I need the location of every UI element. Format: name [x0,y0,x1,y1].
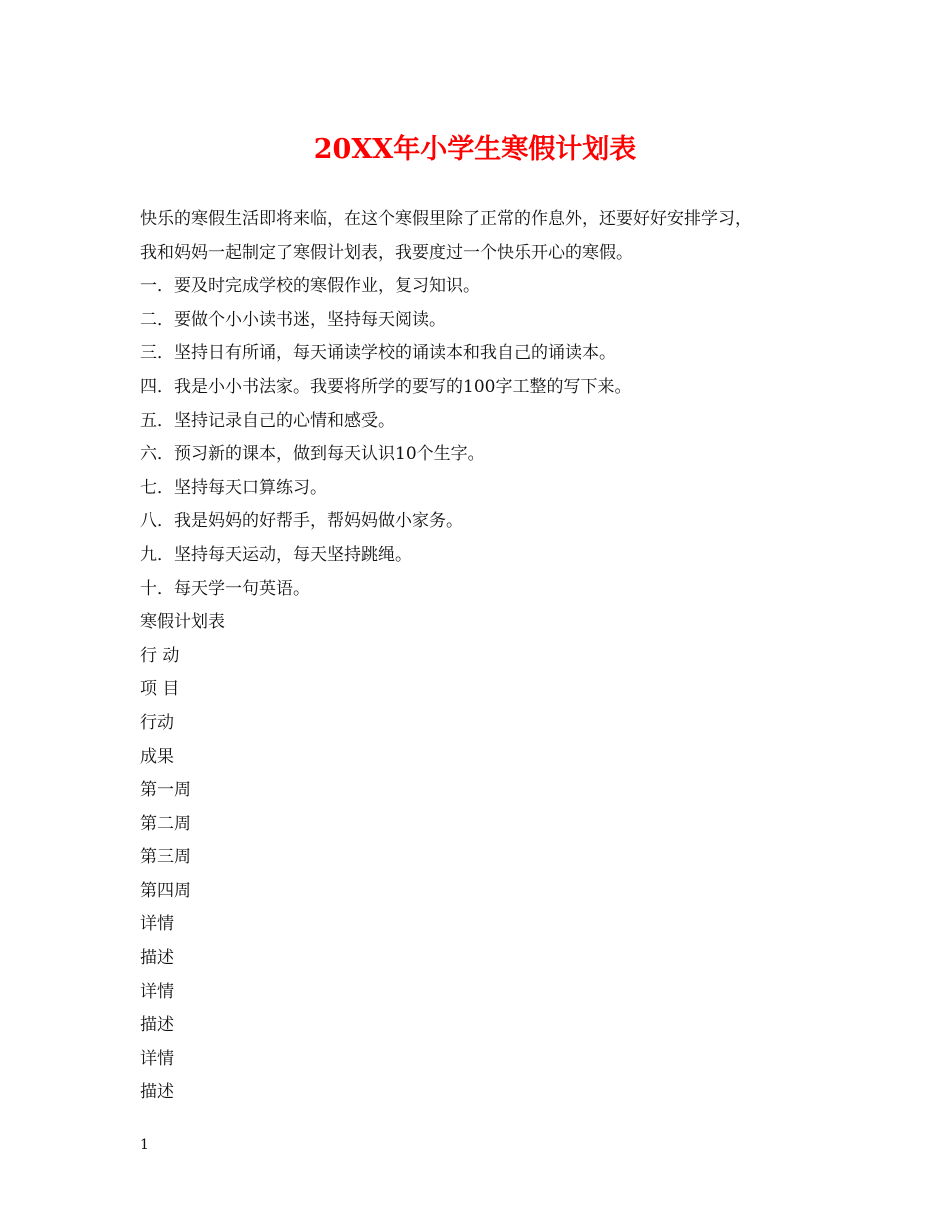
body-line: 详情 [140,981,174,1002]
body-line: 详情 [140,914,174,935]
body-line: 六．预习新的课本，做到每天认识10个生字。 [140,444,485,465]
body-line: 三．坚持日有所诵，每天诵读学校的诵读本和我自己的诵读本。 [140,343,616,364]
body-line: 快乐的寒假生活即将来临，在这个寒假里除了正常的作息外，还要好好安排学习， [140,209,752,229]
body-line: 第三周 [140,847,191,868]
body-line: 描述 [140,948,174,969]
body-line: 第四周 [140,880,191,901]
body-line: 五．坚持记录自己的心情和感受。 [140,410,395,431]
body-line: 十．每天学一句英语。 [140,578,310,599]
body-line: 描述 [140,1015,174,1036]
body-line: 详情 [140,1048,174,1069]
document-body [140,203,820,1110]
body-line: 行动 [140,712,174,733]
body-line: 七．坚持每天口算练习。 [140,477,327,498]
document-title: 20XX年小学生寒假计划表 [313,134,637,165]
body-line: 九．坚持每天运动，每天坚持跳绳。 [140,544,412,565]
body-line: 成果 [140,746,174,767]
page-number: 1 [140,1137,149,1153]
body-line: 二．要做个小小读书迷，坚持每天阅读。 [140,309,446,330]
body-line: 第二周 [140,813,191,834]
body-line: 一．要及时完成学校的寒假作业，复习知识。 [140,276,480,297]
body-line: 项 目 [140,679,180,700]
body-line: 描述 [140,1082,174,1103]
body-line: 第一周 [140,780,191,801]
body-line: 四．我是小小书法家。我要将所学的要写的100字工整的写下来。 [140,376,632,397]
body-line: 我和妈妈一起制定了寒假计划表，我要度过一个快乐开心的寒假。 [140,242,633,263]
body-line: 行 动 [140,645,180,666]
body-line: 八．我是妈妈的好帮手，帮妈妈做小家务。 [140,511,463,532]
body-line: 寒假计划表 [140,612,225,633]
